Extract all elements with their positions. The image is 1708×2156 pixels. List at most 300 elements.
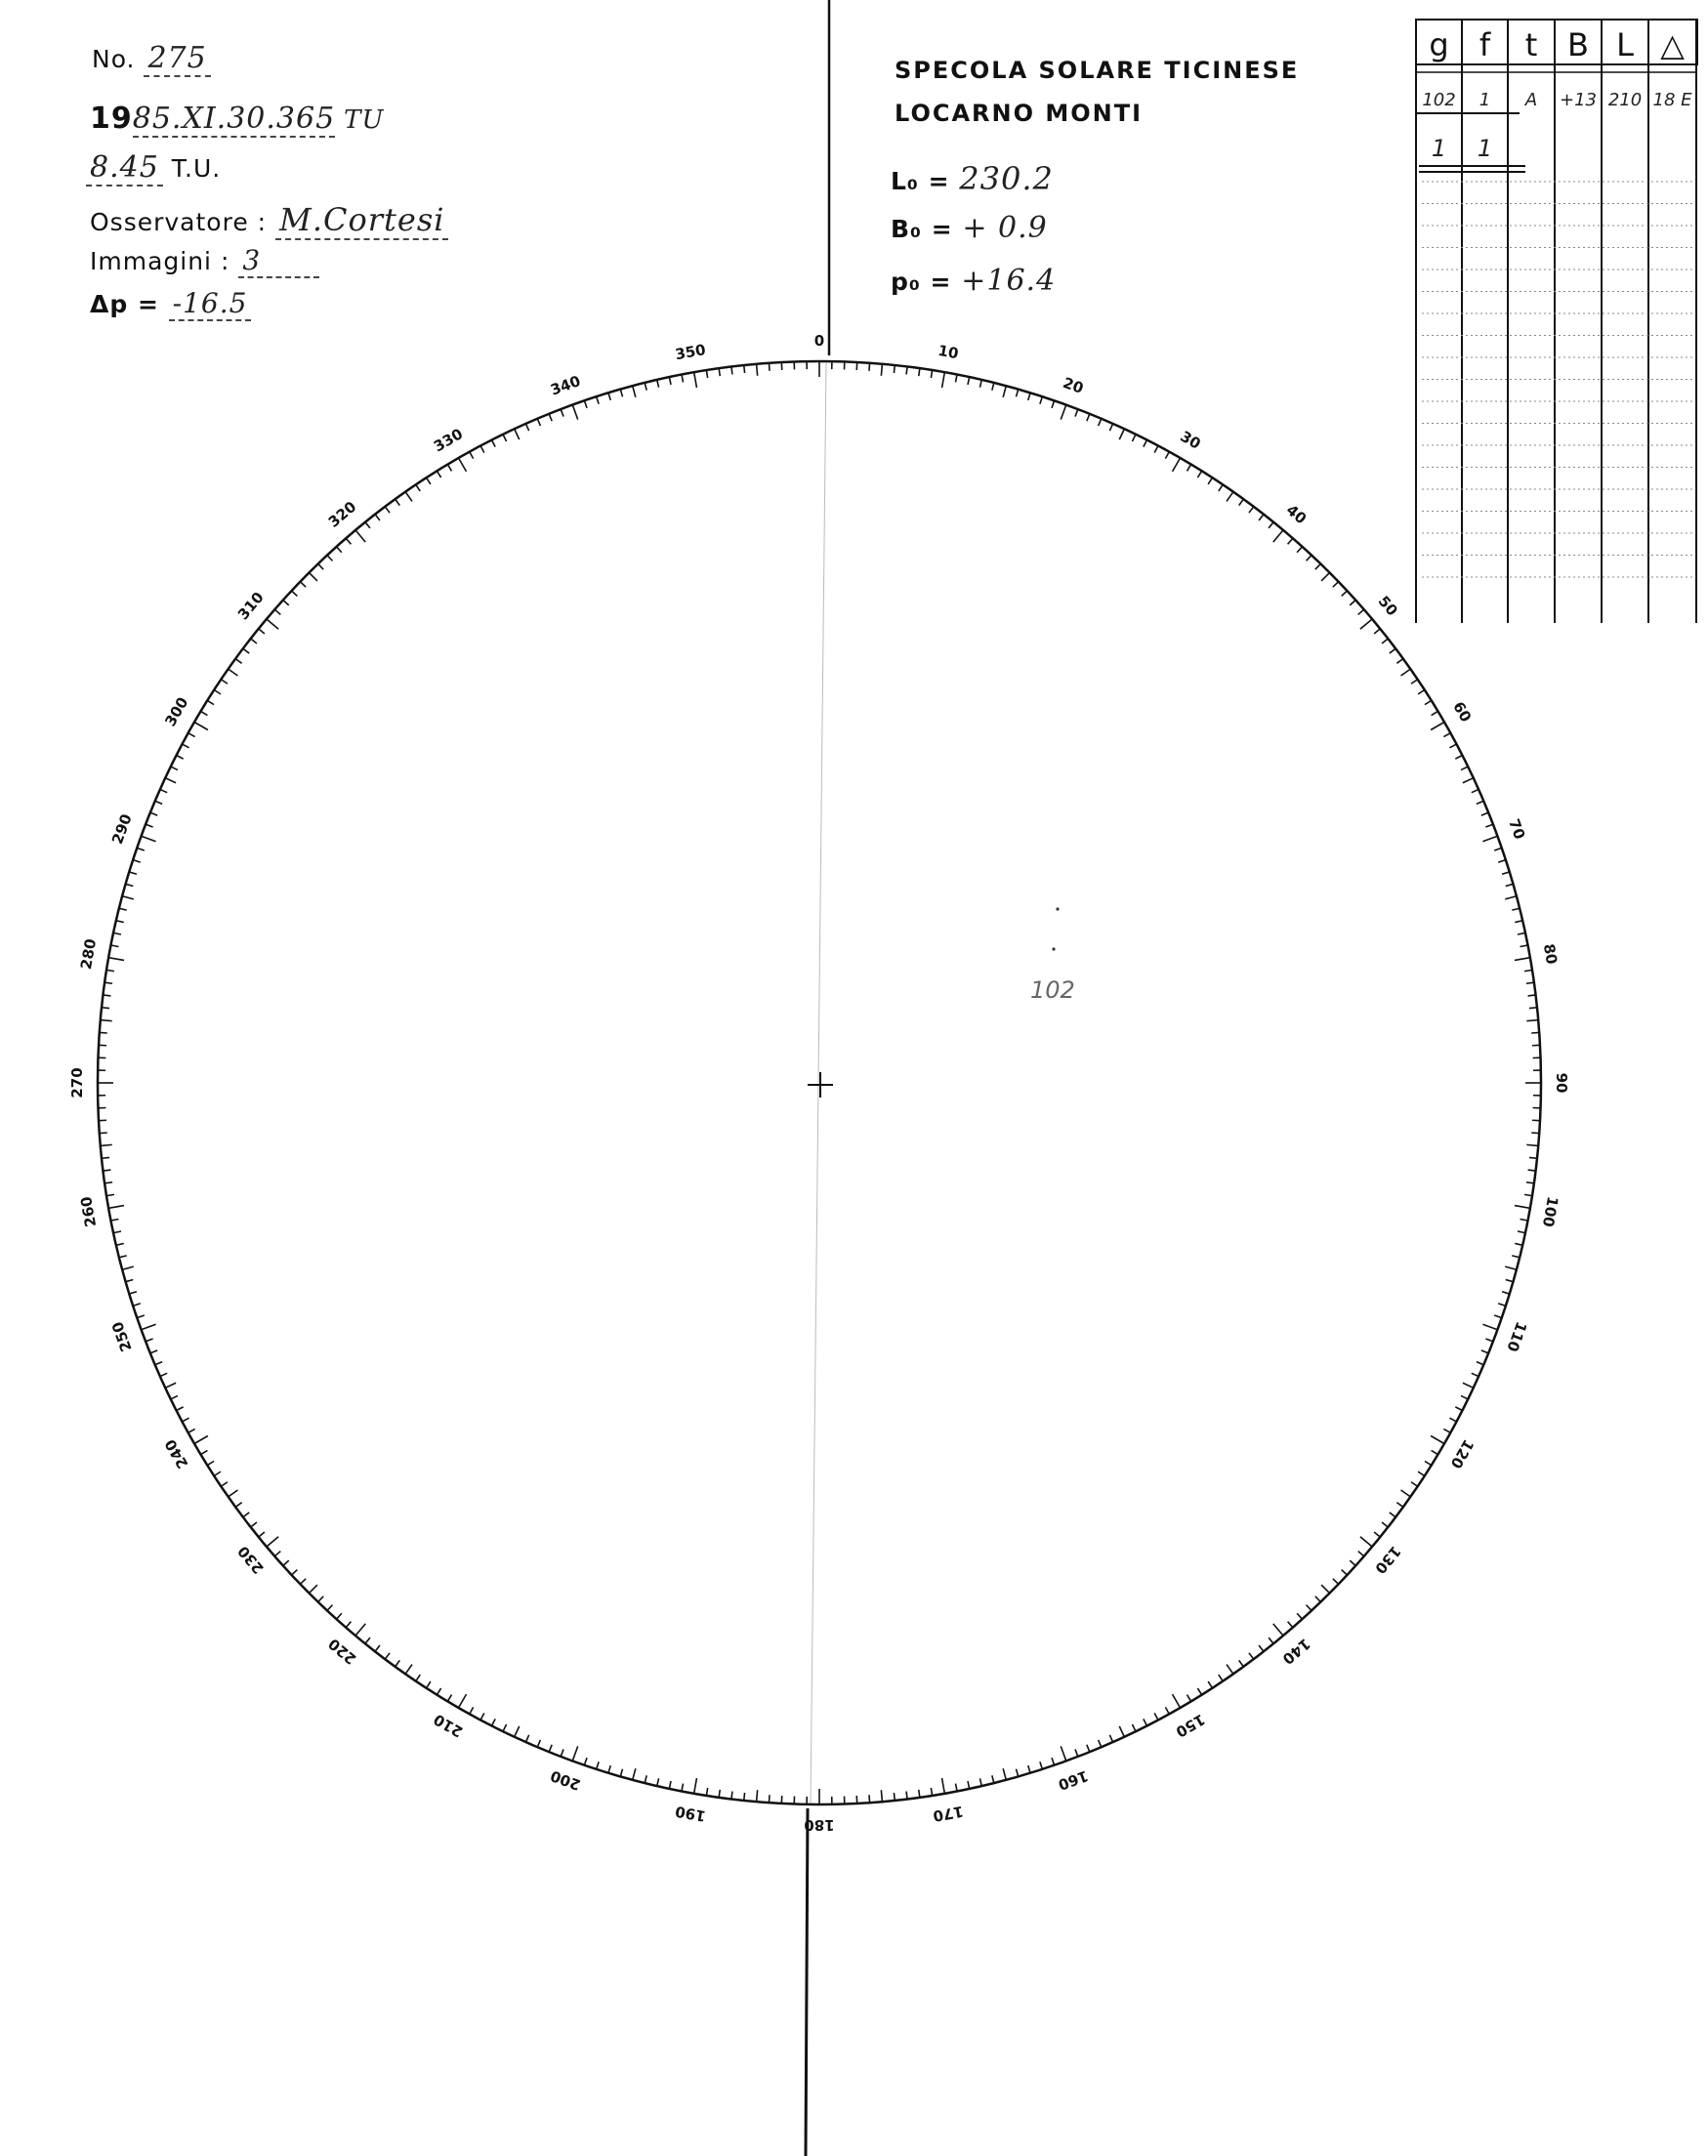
scale-tick <box>744 365 745 373</box>
year-prefix: 19 <box>90 102 133 136</box>
scale-tick <box>1350 1560 1355 1565</box>
scale-tick <box>1477 1362 1483 1365</box>
scale-tick <box>1087 414 1090 421</box>
table-header-6: △ <box>1660 26 1685 63</box>
scale-tick <box>104 995 111 996</box>
scale-label: 90 <box>1553 1072 1570 1094</box>
scale-tick <box>1342 591 1348 596</box>
scale-tick <box>1003 1768 1006 1780</box>
scale-tick <box>1028 393 1030 400</box>
scale-label: 230 <box>233 1542 268 1578</box>
scale-label: 200 <box>548 1766 583 1794</box>
scale-tick <box>355 530 365 542</box>
scale-tick <box>1219 484 1223 491</box>
scale-tick <box>160 1373 167 1376</box>
scale-tick <box>1259 515 1264 520</box>
scale-tick <box>283 601 289 605</box>
scale-tick <box>1321 572 1329 580</box>
scale-tick <box>437 471 440 477</box>
observatory-name: SPECOLA SOLARE TICINESE <box>895 57 1300 84</box>
scale-tick <box>1521 945 1528 947</box>
scale-tick <box>385 1653 390 1659</box>
scale-label: 130 <box>1371 1542 1405 1578</box>
scale-tick <box>1382 639 1388 643</box>
scale-tick <box>137 848 145 850</box>
scale-tick <box>375 1645 380 1651</box>
scale-tick <box>480 446 484 453</box>
scale-tick <box>207 1461 214 1465</box>
scale-tick <box>503 435 507 441</box>
scale-tick <box>1333 582 1339 588</box>
scale-tick <box>126 1279 134 1281</box>
scale-tick <box>1482 1324 1497 1329</box>
scale-tick <box>1197 1688 1201 1695</box>
scale-tick <box>1512 1256 1520 1258</box>
scale-tick <box>968 1781 970 1789</box>
scale-tick <box>416 1675 420 1681</box>
scale-tick <box>492 440 496 447</box>
scale-tick <box>1333 1579 1339 1585</box>
scale-tick <box>129 1292 137 1294</box>
scale-tick <box>447 1695 451 1702</box>
scale-tick <box>122 1266 134 1269</box>
scale-tick <box>1481 1350 1488 1353</box>
scale-label: 120 <box>1446 1435 1478 1472</box>
scale-label: 290 <box>108 811 136 847</box>
date-value: 85.XI.30.365 <box>132 102 336 136</box>
scale-tick <box>706 1788 707 1796</box>
scale-label: 100 <box>1538 1194 1562 1228</box>
scale-tick <box>1418 690 1425 694</box>
scale-tick <box>1515 958 1530 961</box>
scale-tick <box>1208 1681 1212 1688</box>
scale-tick <box>214 1472 221 1475</box>
scale-tick <box>1307 556 1312 561</box>
scale-tick <box>515 1726 520 1737</box>
scale-tick <box>1463 1383 1474 1388</box>
scale-tick <box>327 1605 332 1611</box>
scale-tick <box>1531 1032 1539 1033</box>
scale-tick <box>515 429 520 439</box>
scale-tick <box>719 1790 720 1798</box>
scale-tick <box>919 1790 920 1798</box>
scale-label: 210 <box>430 1710 467 1741</box>
scale-tick <box>1374 1532 1380 1537</box>
scale-tick <box>171 1395 178 1399</box>
scale-tick <box>1273 530 1283 542</box>
scale-tick <box>1360 619 1372 629</box>
scale-tick <box>300 582 306 588</box>
scale-tick <box>327 556 332 561</box>
scale-tick <box>1505 896 1517 899</box>
scale-tick <box>104 1170 111 1171</box>
scale-tick <box>1506 1279 1514 1281</box>
scale-tick <box>906 367 907 375</box>
scale-tick <box>106 1194 114 1195</box>
scale-tick <box>1515 921 1522 923</box>
scale-tick <box>447 465 451 472</box>
scale-tick <box>1485 1339 1492 1342</box>
scale-tick <box>492 1719 496 1725</box>
scale-tick <box>1524 970 1532 971</box>
scale-tick <box>1485 824 1492 827</box>
scale-tick <box>259 1532 265 1537</box>
scale-tick <box>102 1157 109 1158</box>
number-label: No. <box>92 45 136 73</box>
scale-tick <box>669 377 671 385</box>
scale-tick <box>1297 1613 1302 1619</box>
scale-tick <box>1119 1726 1124 1737</box>
scale-tick <box>194 723 208 730</box>
scale-tick <box>1273 1624 1283 1636</box>
scale-tick <box>1358 1552 1364 1556</box>
scale-tick <box>1165 452 1169 459</box>
scale-tick <box>731 367 732 375</box>
scale-tick <box>561 409 563 416</box>
scale-tick <box>146 1339 152 1342</box>
scale-tick <box>1498 1304 1506 1306</box>
table-header-4: B <box>1567 26 1589 63</box>
scale-tick <box>283 1560 289 1565</box>
scale-tick <box>942 372 945 388</box>
scale-tick <box>1061 1746 1065 1761</box>
scale-tick <box>396 499 400 505</box>
scale-tick <box>1390 1513 1396 1517</box>
scale-label: 280 <box>76 937 101 972</box>
scale-tick <box>645 383 646 391</box>
scale-tick <box>942 1778 945 1794</box>
scale-tick <box>133 1304 141 1306</box>
time-unit: T.U. <box>171 154 222 183</box>
table-cell: 1 <box>1477 135 1493 162</box>
scale-tick <box>1099 419 1102 426</box>
scale-tick <box>869 1795 870 1803</box>
scale-tick <box>549 1745 552 1752</box>
table-cell: A <box>1524 90 1538 110</box>
scale-label: 150 <box>1172 1710 1209 1741</box>
scale-tick <box>694 372 697 388</box>
scale-tick <box>1154 446 1158 453</box>
scale-tick <box>1249 507 1254 513</box>
scale-tick <box>1531 1133 1539 1134</box>
scale-tick <box>1099 1740 1102 1747</box>
scale-tick <box>1197 471 1201 477</box>
scale-tick <box>537 1740 540 1747</box>
scale-tick <box>1288 538 1293 544</box>
scale-tick <box>201 1450 208 1454</box>
scale-tick <box>979 380 981 388</box>
scale-tick <box>1109 1735 1112 1742</box>
table-header-2: f <box>1479 26 1491 63</box>
scale-tick <box>549 414 552 421</box>
scale-tick <box>1515 1243 1522 1245</box>
scale-tick <box>1455 756 1462 760</box>
scale-label: 180 <box>804 1816 835 1834</box>
scale-tick <box>1512 908 1520 910</box>
scale-tick <box>318 1596 324 1602</box>
scale-label: 300 <box>161 693 192 730</box>
scale-tick <box>1227 1665 1233 1675</box>
scale-tick <box>1307 1605 1312 1611</box>
scale-tick <box>1396 1503 1402 1508</box>
scale-tick <box>1132 1724 1136 1731</box>
scale-tick <box>645 1775 646 1783</box>
scale-tick <box>1052 400 1055 408</box>
scale-tick <box>427 1681 431 1688</box>
scale-tick <box>881 1790 882 1802</box>
sunspot-1 <box>1056 907 1059 910</box>
scale-tick <box>300 1579 306 1585</box>
scale-label: 60 <box>1449 698 1476 726</box>
table-cell: 1 <box>1479 90 1491 110</box>
scale-tick <box>1515 1206 1530 1209</box>
scale-tick <box>979 1778 981 1786</box>
scale-tick <box>243 1513 249 1517</box>
scale-label: 0 <box>813 332 825 350</box>
scale-tick <box>1481 812 1488 815</box>
scale-tick <box>597 1762 599 1769</box>
table-cell: 102 <box>1422 90 1456 110</box>
scale-tick <box>1443 1429 1450 1432</box>
scale-tick <box>1358 609 1364 614</box>
scale-tick <box>1498 860 1506 862</box>
table-cell: 1 <box>1431 135 1447 162</box>
scale-tick <box>633 1768 636 1780</box>
scale-tick <box>1052 1758 1055 1765</box>
scale-tick <box>183 1418 189 1422</box>
L0-label: L₀ = <box>891 167 950 195</box>
scale-tick <box>1529 1008 1537 1009</box>
scale-tick <box>1061 405 1065 420</box>
observer-value: M.Cortesi <box>275 201 448 240</box>
scale-tick <box>104 1182 112 1183</box>
scale-tick <box>1003 386 1006 397</box>
scale-tick <box>201 711 208 715</box>
scale-tick <box>365 1638 370 1643</box>
scale-tick <box>1350 601 1355 605</box>
scale-tick <box>1288 1622 1293 1628</box>
p0-value: +16.4 <box>961 264 1057 298</box>
scale-tick <box>931 370 932 378</box>
scale-tick <box>459 458 467 472</box>
table-header-1: g <box>1429 26 1449 63</box>
scale-tick <box>1119 429 1124 439</box>
scale-tick <box>1418 1472 1425 1475</box>
scale-tick <box>1526 1144 1538 1145</box>
scale-tick <box>682 1784 684 1792</box>
scale-tick <box>694 1778 697 1794</box>
scale-tick <box>744 1793 745 1801</box>
scale-tick <box>267 1537 278 1547</box>
scale-tick <box>259 629 265 634</box>
scale-tick <box>102 1008 109 1009</box>
scale-tick <box>137 1315 145 1318</box>
scale-tick <box>1144 1719 1147 1725</box>
scale-tick <box>437 1688 440 1695</box>
scale-tick <box>470 1707 474 1714</box>
scale-label: 250 <box>108 1319 136 1354</box>
B0-label: B₀ = <box>891 215 953 243</box>
scale-tick <box>633 386 636 397</box>
scale-tick <box>1411 1482 1418 1486</box>
scale-tick <box>142 836 156 841</box>
scale-tick <box>427 477 431 484</box>
scale-tick <box>1524 1194 1532 1195</box>
scale-tick <box>1431 1436 1444 1444</box>
scale-tick <box>235 1503 241 1508</box>
scale-tick <box>235 659 241 664</box>
scale-tick <box>221 680 228 684</box>
scale-tick <box>396 1660 400 1666</box>
scale-tick <box>1342 1570 1348 1575</box>
scale-tick <box>337 547 342 553</box>
scale-tick <box>1518 1231 1525 1233</box>
scale-tick <box>525 424 528 431</box>
delta-p-label: Δp = <box>90 290 159 318</box>
scale-tick <box>1526 1182 1534 1183</box>
scale-tick <box>1502 872 1510 874</box>
scale-tick <box>459 1694 467 1708</box>
scale-tick <box>146 824 152 827</box>
scale-tick <box>1529 1157 1537 1158</box>
scale-tick <box>894 365 895 373</box>
scale-tick <box>100 1133 107 1134</box>
scale-label: 70 <box>1505 816 1529 842</box>
scale-tick <box>119 908 127 910</box>
scale-tick <box>101 1020 112 1021</box>
scale-tick <box>1505 1266 1517 1269</box>
time-value: 8.45 <box>86 150 163 187</box>
scale-tick <box>620 1769 622 1777</box>
scale-tick <box>1502 1292 1510 1294</box>
delta-p-value: -16.5 <box>169 287 252 321</box>
scale-tick <box>584 1758 587 1765</box>
scale-tick <box>309 1585 316 1593</box>
scale-tick <box>150 1350 157 1353</box>
scale-tick <box>113 933 121 934</box>
scale-tick <box>106 970 114 971</box>
scale-tick <box>207 700 214 704</box>
scale-tick <box>1315 563 1321 569</box>
scale-tick <box>1321 1585 1329 1593</box>
scale-tick <box>111 1219 119 1221</box>
scale-tick <box>1425 700 1432 704</box>
scale-tick <box>1518 933 1525 934</box>
scale-tick <box>1239 499 1244 505</box>
scale-tick <box>113 1231 121 1233</box>
scale-label: 50 <box>1374 592 1401 620</box>
scale-tick <box>955 375 957 383</box>
B0-value: + 0.9 <box>962 211 1048 245</box>
scale-tick <box>1472 1373 1479 1376</box>
scale-tick <box>537 419 540 426</box>
scale-tick <box>194 1436 208 1444</box>
scale-tick <box>1432 1450 1438 1454</box>
scale-tick <box>1506 884 1514 886</box>
scale-tick <box>1401 669 1411 676</box>
scale-tick <box>111 945 119 947</box>
scale-tick <box>165 1383 176 1388</box>
scale-tick <box>309 572 316 580</box>
scale-tick <box>597 396 599 404</box>
scale-tick <box>100 1032 107 1033</box>
scale-tick <box>992 383 994 391</box>
table-cell: 18 E <box>1652 90 1692 110</box>
scale-tick <box>1526 1020 1538 1021</box>
scale-tick <box>108 1206 124 1209</box>
scale-tick <box>126 884 134 886</box>
scale-label: 170 <box>931 1802 965 1826</box>
scale-tick <box>101 1144 112 1145</box>
axis-line-bottom <box>806 1808 808 2156</box>
scale-tick <box>155 1362 162 1365</box>
scale-tick <box>1526 982 1534 983</box>
scale-tick <box>1297 547 1302 553</box>
scale-tick <box>122 896 134 899</box>
images-label: Immagini : <box>90 247 230 275</box>
scale-tick <box>183 744 189 748</box>
scale-tick <box>104 982 112 983</box>
scale-tick <box>1259 1645 1264 1651</box>
scale-tick <box>188 733 195 737</box>
table-cell: +13 <box>1560 90 1597 110</box>
scale-tick <box>142 1324 156 1329</box>
scale-tick <box>657 380 659 388</box>
scale-tick <box>1477 801 1483 804</box>
scale-tick <box>1028 1765 1030 1773</box>
scale-label: 330 <box>430 425 467 456</box>
scale-tick <box>1187 465 1190 472</box>
scale-tick <box>968 377 970 385</box>
scale-tick <box>375 515 380 520</box>
scale-tick <box>1040 396 1042 404</box>
scale-tick <box>1132 435 1136 441</box>
scale-tick <box>355 1624 365 1636</box>
observer-label: Osservatore : <box>90 208 268 236</box>
scale-tick <box>769 1795 770 1803</box>
scale-label: 310 <box>233 588 268 624</box>
scale-tick <box>1382 1522 1388 1527</box>
scale-tick <box>1269 1638 1273 1643</box>
scale-tick <box>1219 1675 1223 1681</box>
scale-tick <box>1208 477 1212 484</box>
scale-tick <box>657 1778 659 1786</box>
scale-tick <box>1187 1695 1190 1702</box>
scale-label: 350 <box>674 340 708 364</box>
scale-tick <box>894 1793 895 1801</box>
scale-tick <box>274 1552 280 1556</box>
scale-tick <box>906 1792 907 1800</box>
scale-label: 160 <box>1056 1766 1091 1794</box>
sunspot-group-label: 102 <box>1030 976 1075 1004</box>
scale-tick <box>525 1735 528 1742</box>
scale-tick <box>229 669 238 676</box>
scale-tick <box>1315 1596 1321 1602</box>
scale-tick <box>1431 723 1444 730</box>
scale-tick <box>337 1613 342 1619</box>
scale-tick <box>480 1713 484 1720</box>
scale-tick <box>1360 1537 1372 1547</box>
scale-label: 20 <box>1061 373 1086 397</box>
scale-tick <box>416 484 420 491</box>
scale-tick <box>292 591 298 596</box>
scale-label: 320 <box>324 497 360 531</box>
scale-tick <box>214 690 221 694</box>
scale-tick <box>150 812 157 815</box>
scale-tick <box>869 363 870 371</box>
scale-label: 40 <box>1282 501 1311 528</box>
scale-tick <box>385 507 390 513</box>
